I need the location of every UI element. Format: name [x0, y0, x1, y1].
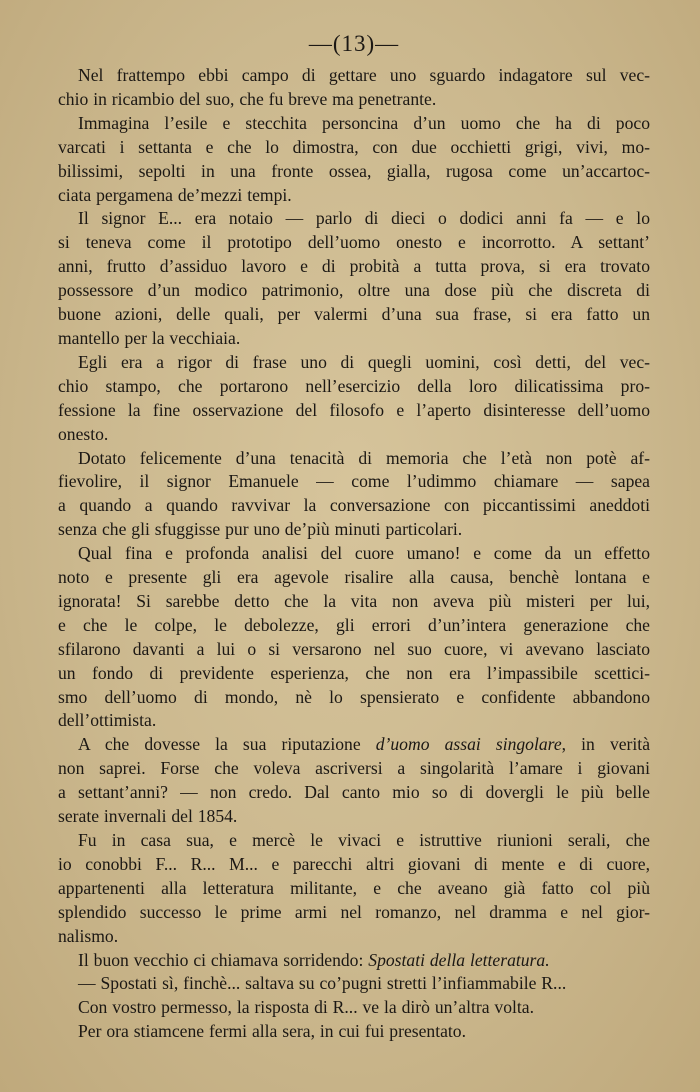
- text-line: onesto.: [58, 423, 109, 444]
- text-segment: , in verità: [561, 734, 650, 755]
- text-line: dell’ottimista.: [58, 710, 157, 731]
- paragraph: [58, 1020, 650, 1044]
- text-line: un fondo di previdente esperienza, che non era l’impassibile scettici-: [58, 662, 650, 683]
- text-line: ignorata! Si sarebbe detto che la vita non aveva più misteri per lui,: [58, 590, 650, 611]
- paragraph: [58, 829, 650, 949]
- text-line: possessore d’un modico patrimonio, oltre una dose più che discreta di: [58, 280, 650, 301]
- text-line: Nel frattempo ebbi campo di gettare uno sguardo indagatore sul vec-: [78, 65, 650, 85]
- text-line: Con vostro permesso, la risposta di R... ve la dirò un’altra volta.: [78, 997, 535, 1018]
- paragraph: [58, 447, 650, 543]
- text-segment: non saprei. Forse che voleva ascriversi a singolarità l’amare i giovani: [58, 758, 650, 779]
- text-line: [58, 757, 650, 781]
- text-segment: a settant’anni? — non credo. Dal canto mio so di dovergli le più belle: [58, 782, 650, 803]
- text-line: bilissimi, sepolti in una fronte ossea, gialla, rugosa come un’accartoc-: [58, 160, 650, 181]
- text-line: Immagina l’esile e stecchita personcina d’un uomo che ha di poco: [78, 112, 650, 133]
- text-line: senza che gli sfuggisse pur uno de’più minuti particolari.: [58, 519, 463, 540]
- paragraph: [58, 351, 650, 447]
- text-line: mantello per la vecchiaia.: [58, 327, 241, 348]
- italic-phrase: d’uomo assai singolare: [375, 734, 562, 755]
- body-text: [58, 64, 650, 1044]
- text-line: appartenenti alla letteratura militante, e che aveano già fatto col più: [58, 877, 650, 898]
- text-line: [58, 949, 650, 973]
- italic-phrase: Spostati della letteratura.: [368, 949, 550, 970]
- text-line: sfilarono davanti a lui o si versarono nel suo cuore, vi avevano lasciato: [58, 638, 650, 659]
- text-segment: Il buon vecchio ci chiamava sorridendo:: [78, 949, 369, 970]
- text-line: io conobbi F... R... M... e parecchi altri giovani di mente e di cuore,: [58, 853, 650, 874]
- paragraph: [58, 112, 650, 208]
- paragraph: [58, 207, 650, 350]
- page-number: —(13)—: [308, 31, 400, 56]
- paragraph: [58, 64, 650, 112]
- text-line: a quando a quando ravvivar la conversazione con piccantissimi aneddoti: [58, 495, 650, 516]
- text-line: Qual fina e profonda analisi del cuore umano! e come da un effetto: [78, 543, 650, 564]
- text-line: Per ora stiamcene fermi alla sera, in cui fui presentato.: [78, 1021, 466, 1042]
- paragraph: [58, 996, 650, 1020]
- text-line: noto e presente gli era agevole risalire alla causa, benchè lontana e: [58, 567, 650, 588]
- text-segment: A che dovesse la sua riputazione: [78, 734, 376, 755]
- text-line: splendido successo le prime armi nel romanzo, nel dramma e nel gior-: [58, 901, 650, 922]
- text-line: Dotato felicemente d’una tenacità di memoria che l’età non potè af-: [78, 447, 650, 468]
- paragraph: [58, 733, 650, 829]
- text-segment: serate invernali del 1854.: [58, 806, 238, 827]
- text-line: varcati i settanta e che lo dimostra, con due occhietti grigi, vivi, mo-: [58, 136, 650, 157]
- text-line: nalismo.: [58, 925, 119, 946]
- text-line: chio in ricambio del suo, che fu breve ma penetrante.: [58, 88, 437, 109]
- text-line: [58, 805, 650, 829]
- text-line: [58, 733, 650, 757]
- text-line: buone azioni, delle quali, per valermi d’una sua frase, si era fatto un: [58, 304, 650, 325]
- text-line: ciata pergamena de’mezzi tempi.: [58, 184, 292, 205]
- text-line: [58, 781, 650, 805]
- text-line: chio stampo, che portarono nell’esercizio della loro dilicatissima pro-: [58, 375, 650, 396]
- text-line: fievolire, il signor Emanuele — come l’udimmo chiamare — sapea: [58, 471, 650, 492]
- paragraph: [58, 972, 650, 996]
- text-line: — Spostati sì, finchè... saltava su co’pugni stretti l’infiammabile R...: [78, 973, 567, 994]
- text-line: fessione la fine osservazione del filosofo e l’aperto disinteresse dell’uomo: [58, 399, 650, 420]
- text-line: Egli era a rigor di frase uno di quegli uomini, così detti, del vec-: [78, 351, 650, 372]
- paragraph: [58, 542, 650, 733]
- text-line: e che le colpe, le debolezze, gli errori d’un’intera generazione che: [58, 614, 650, 635]
- text-line: Il signor E... era notaio — parlo di dieci o dodici anni fa — e lo: [78, 208, 650, 229]
- text-line: anni, frutto d’assiduo lavoro e di probità a tutta prova, si era trovato: [58, 256, 650, 277]
- text-line: si teneva come il prototipo dell’uomo onesto e incorrotto. A settant’: [58, 232, 650, 253]
- text-line: Fu in casa sua, e mercè le vivaci e istruttive riunioni serali, che: [78, 830, 650, 850]
- text-line: smo dell’uomo di mondo, nè lo spensierato e confidente abbandono: [58, 686, 650, 707]
- paragraph: [58, 949, 650, 973]
